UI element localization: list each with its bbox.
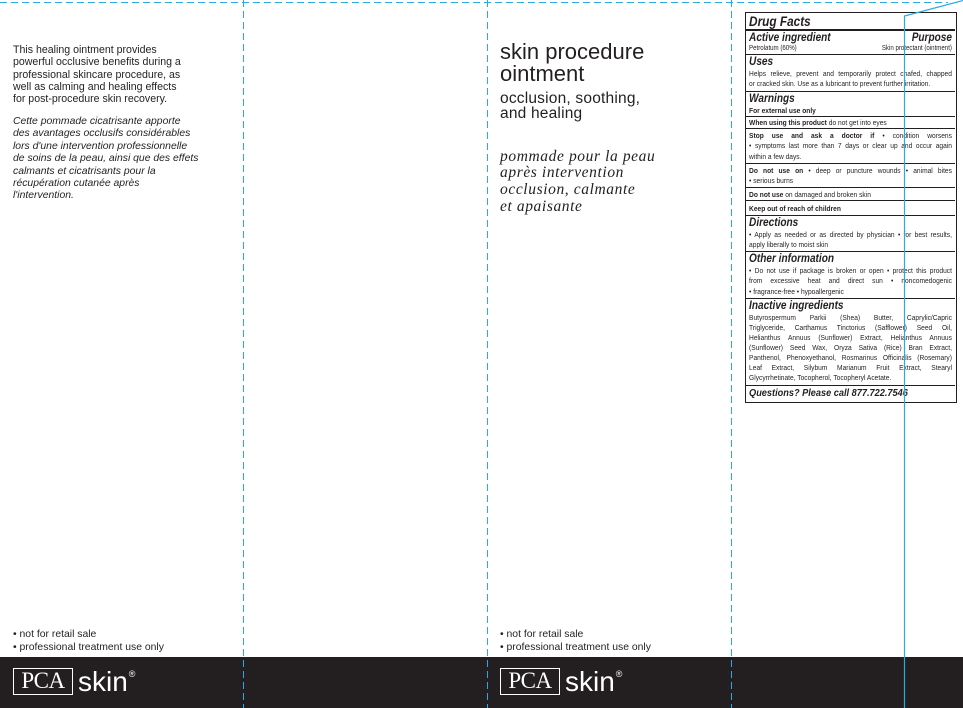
- description-line: calmants et cicatrisants pour la: [13, 165, 156, 177]
- description-line: Cette pommade cicatrisante apporte: [13, 116, 181, 127]
- questions-phone: Questions? Please call 877.722.7546: [749, 387, 908, 399]
- logo-wordmark: skin: [565, 666, 615, 697]
- when-using-line: [749, 118, 952, 128]
- description-line: This healing ointment provides: [13, 44, 157, 56]
- active-ingredient-header-row: [749, 32, 952, 45]
- registered-mark: ®: [128, 669, 136, 679]
- do-not-use-line: [749, 190, 952, 200]
- do-not-use-on-line: • serious burns: [749, 175, 794, 185]
- description-line: for post-procedure skin recovery.: [13, 93, 168, 106]
- description-line: de soins de la peau, ainsi que des effets: [13, 153, 199, 165]
- note-not-for-retail: • not for retail sale: [500, 629, 584, 640]
- do-not-use-lead: Do not use: [749, 189, 784, 199]
- pca-logo-mark: PCA: [500, 668, 560, 695]
- pca-skin-logo: [500, 668, 622, 695]
- product-title-french-line: occlusion, calmante: [500, 180, 636, 198]
- product-title-french: [500, 149, 655, 216]
- usage-notes: [500, 628, 651, 654]
- product-subtitle: [500, 92, 640, 121]
- directions-heading: Directions: [749, 217, 799, 229]
- uses-heading: Uses: [749, 56, 774, 68]
- product-title-line: ointment: [500, 61, 585, 86]
- other-information-line: • Do not use if package is broken or open • protect this product: [749, 266, 952, 275]
- when-using-text: do not get into eyes: [828, 118, 887, 127]
- do-not-use-section: [746, 188, 955, 201]
- product-title-french-line: et apaisante: [500, 197, 583, 215]
- note-professional-use: • professional treatment use only: [13, 642, 164, 653]
- other-information-heading: Other information: [749, 253, 834, 265]
- description-line: well as calming and healing effects: [13, 80, 177, 93]
- pca-logo-mark: PCA: [13, 668, 73, 695]
- warnings-heading: Warnings: [749, 93, 795, 105]
- when-using-section: [746, 117, 955, 129]
- registered-mark: ®: [615, 669, 623, 679]
- stop-use-text: • condition worsens: [882, 131, 952, 140]
- inactive-ingredients-line: Butyrospermum Parkii (Shea) Butter, Caprylic/Capric: [749, 313, 952, 322]
- stop-use-line: • symptoms last more than 7 days or clear up and occur again: [749, 141, 952, 151]
- active-ingredient-purpose: Skin protectant (ointment): [881, 45, 952, 52]
- when-using-lead: When using this product: [749, 118, 827, 127]
- product-title: [500, 41, 644, 85]
- inactive-ingredients-line: Leaf Extract, Silybum Marianum Fruit Extract, Stearyl: [749, 363, 952, 372]
- inactive-ingredients-line: Glycyrrhetinate, Tocopherol, Tocopheryl Acetate.: [749, 373, 892, 382]
- inactive-ingredients-line: Triglyceride, Carthamus Tinctorius (Safflower) Seed Oil,: [749, 323, 952, 332]
- stop-use-line: [749, 131, 952, 141]
- description-line: lors d'une intervention professionnelle: [13, 140, 188, 152]
- active-ingredient-heading: Active ingredient: [749, 31, 831, 44]
- inactive-ingredients-line: Panthenol, Phenoxyethanol, Rosmarinus Officinalis (Rosemary): [749, 353, 952, 362]
- description-line: récupération cutanée après: [13, 178, 140, 190]
- other-information-section: [746, 252, 955, 299]
- product-title-french-line: pommade pour la peau: [500, 147, 656, 165]
- other-information-line: from excessive heat and direct sun • noncomedogenic: [749, 276, 952, 286]
- external-use-warning: For external use only: [749, 106, 816, 115]
- footer-band: [0, 657, 963, 708]
- directions-line: apply liberally to moist skin: [749, 240, 829, 250]
- drug-facts-title: Drug Facts: [749, 14, 811, 29]
- pca-skin-logo: [13, 668, 135, 695]
- inactive-ingredients-line: Helianthus Annuus (Sunflower) Extract, Helianthus Annuus: [749, 333, 952, 342]
- description-line: powerful occlusive benefits during a: [13, 56, 181, 69]
- questions-section: [746, 386, 955, 401]
- stop-use-lead: Stop use and ask a doctor if: [749, 131, 875, 140]
- inactive-ingredients-section: [746, 299, 955, 386]
- do-not-use-text: on damaged and broken skin: [785, 189, 871, 199]
- description-line: l'intervention.: [13, 190, 74, 202]
- product-subtitle-line: and healing: [500, 104, 583, 122]
- description-english: [13, 44, 181, 105]
- product-subtitle-line: occlusion, soothing,: [500, 90, 641, 107]
- note-professional-use: • professional treatment use only: [500, 642, 651, 653]
- stop-use-section: [746, 129, 955, 164]
- active-ingredient-row: [749, 44, 952, 53]
- inactive-ingredients-line: (Sunflower) Seed Wax, Oryza Sativa (Rice) Bran Extract,: [749, 343, 952, 352]
- directions-line: • Apply as needed or as directed by physician • for best results,: [749, 230, 952, 239]
- do-not-use-on-text: • deep or puncture wounds • animal bites: [808, 165, 952, 175]
- drug-facts-header: [746, 13, 955, 31]
- product-title-line: skin procedure: [500, 39, 645, 64]
- warnings-section: [746, 92, 955, 117]
- drug-facts-panel: [745, 12, 957, 403]
- do-not-use-on-line: [749, 166, 952, 176]
- note-not-for-retail: • not for retail sale: [13, 629, 97, 640]
- logo-wordmark: skin: [78, 666, 128, 697]
- description-french: [13, 116, 198, 203]
- do-not-use-on-section: [746, 164, 955, 188]
- drug-facts-content: [746, 13, 955, 401]
- stop-use-line: within a few days.: [749, 151, 802, 161]
- keep-out-section: [746, 201, 955, 216]
- description-line: des avantages occlusifs considérables: [13, 128, 191, 140]
- uses-line: Helps relieve, prevent and temporarily protect chafed, chapped: [749, 69, 952, 78]
- keep-out-of-reach: Keep out of reach of children: [749, 203, 841, 213]
- uses-line: or cracked skin. Use as a lubricant to prevent further irritation.: [749, 79, 931, 89]
- other-information-line: • fragrance-free • hypoallergenic: [749, 286, 844, 296]
- inactive-ingredients-heading: Inactive ingredients: [749, 300, 844, 312]
- uses-section: [746, 55, 955, 92]
- active-ingredient-section: [746, 31, 955, 55]
- purpose-heading: Purpose: [911, 31, 952, 44]
- directions-section: [746, 216, 955, 252]
- product-title-french-line: après intervention: [500, 164, 625, 182]
- description-line: professional skincare procedure, as: [13, 68, 181, 81]
- do-not-use-on-lead: Do not use on: [749, 165, 804, 175]
- active-ingredient-name: Petrolatum (60%): [749, 45, 797, 52]
- usage-notes: [13, 628, 164, 654]
